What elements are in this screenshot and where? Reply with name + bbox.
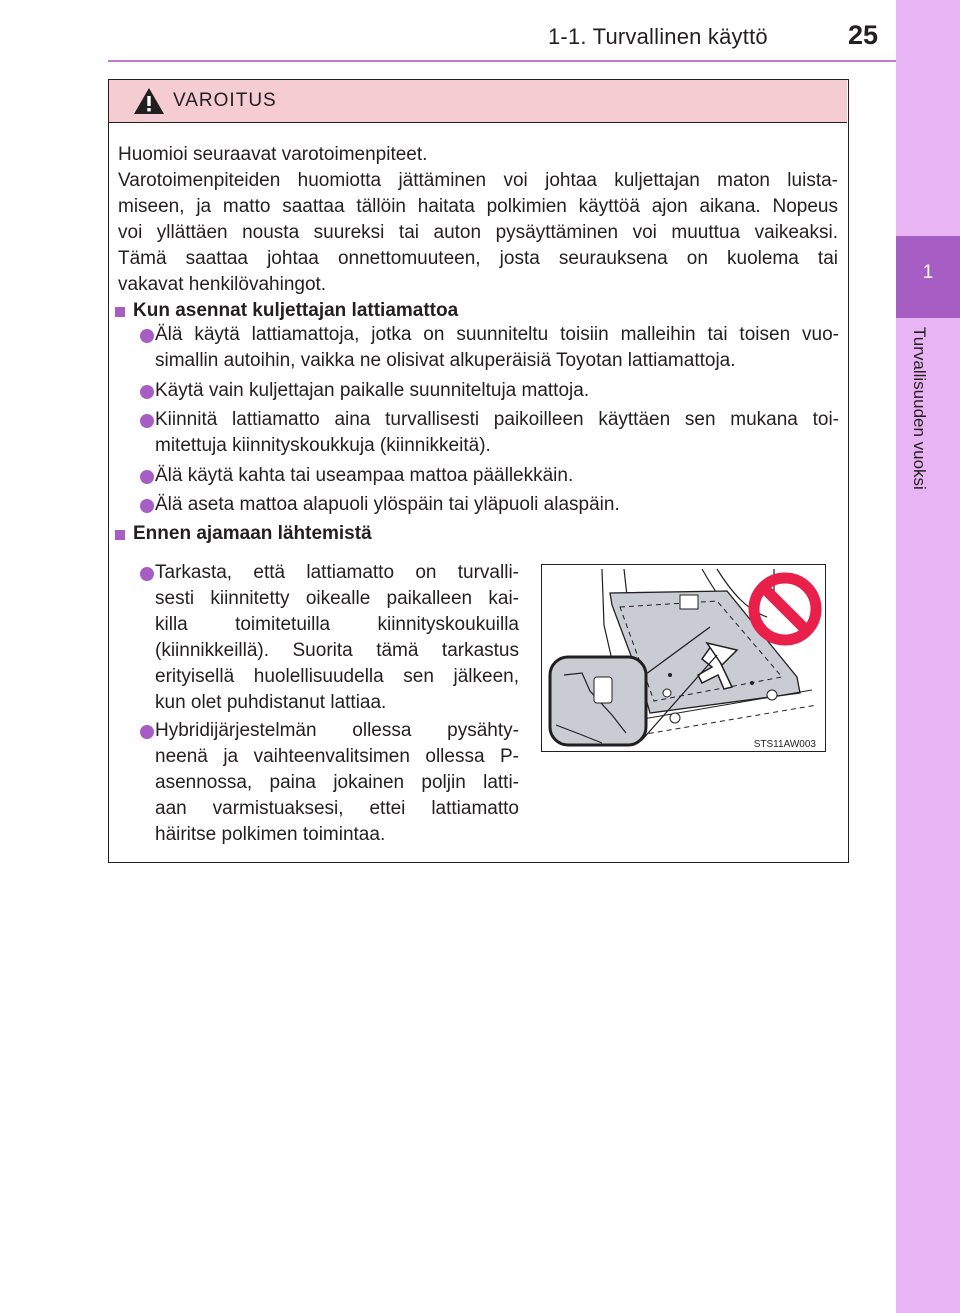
chapter-number: 1: [922, 262, 934, 283]
prohibition-slash: [764, 588, 806, 630]
inset-pedal-shape: [594, 677, 612, 703]
bullet-dot-icon: [140, 385, 154, 399]
bullet-line: Hybridijärjestelmän ollessa pysähty-: [155, 720, 519, 741]
figure-code: STS11AW003: [753, 739, 816, 750]
bullet-line: Älä aseta mattoa alapuoli ylöspäin tai yläpuoli alaspäin.: [155, 494, 620, 515]
bullet-dot-icon: [140, 567, 154, 581]
intro-line: miseen, ja matto saattaa tällöin haitata polkimien käyttöä ajon aikana. Nopeus: [118, 196, 838, 217]
bullet-dot-icon: [140, 329, 154, 343]
section-title: 1-1. Turvallinen käyttö: [548, 24, 768, 49]
bullet-line: (kiinnikkeillä). Suorita tämä tarkastus: [155, 640, 519, 661]
bullet-line: Tarkasta, että lattiamatto on turvalli-: [155, 562, 519, 583]
mat-hook-icon: [767, 690, 777, 700]
bullet-line: aan varmistuaksesi, ettei lattiamatto: [155, 798, 519, 819]
mat-hook-icon: [670, 713, 680, 723]
bullet-line: asennossa, paina jokainen poljin latti-: [155, 772, 519, 793]
chapter-label: Turvallisuuden vuoksi: [910, 327, 929, 490]
section-marker-icon: [115, 530, 125, 540]
mat-rivet-icon: [750, 681, 754, 685]
bullet-dot-icon: [140, 499, 154, 513]
bullet-line: Älä käytä lattiamattoja, jotka on suunniteltu toisiin malleihin tai toisen vuo-: [155, 324, 839, 345]
header-divider: [108, 60, 896, 62]
section-marker-icon: [115, 307, 125, 317]
bullet-line: simallin autoihin, vaikka ne olisivat alkuperäisiä Toyotan lattiamattoja.: [155, 350, 736, 371]
bullet-line: sesti kiinnitetty oikealle paikalleen kai-: [155, 588, 519, 609]
bullet-line: Kiinnitä lattiamatto aina turvallisesti paikoilleen käyttäen sen mukana toi-: [155, 409, 839, 430]
warning-title: VAROITUS: [173, 90, 277, 111]
bullet-line: mitettuja kiinnityskoukkuja (kiinnikkeitä).: [155, 435, 491, 456]
bullet-line: erityisellä huolellisuudella sen jälkeen,: [155, 666, 519, 687]
bullet-line: Älä käytä kahta tai useampaa mattoa päällekkäin.: [155, 465, 574, 486]
intro-line: Varotoimenpiteiden huomiotta jättäminen voi johtaa kuljettajan maton luista-: [118, 170, 838, 191]
bullet-dot-icon: [140, 725, 154, 739]
bullet-dot-icon: [140, 470, 154, 484]
bullet-line: häiritse polkimen toimintaa.: [155, 824, 386, 845]
mat-hook-icon: [663, 689, 671, 697]
warning-header: [109, 80, 847, 123]
section-heading: Ennen ajamaan lähtemistä: [133, 523, 372, 544]
bullet-dot-icon: [140, 414, 154, 428]
bullet-line: neenä ja vaihteenvalitsimen ollessa P-: [155, 746, 519, 767]
chapter-side-tab: [896, 0, 960, 1313]
bullet-line: Käytä vain kuljettajan paikalle suunniteltuja mattoja.: [155, 380, 590, 401]
page-number: 25: [848, 20, 879, 50]
intro-line: Tämä saattaa johtaa onnettomuuteen, josta seurauksena on kuolema tai: [118, 248, 838, 269]
mat-rivet-icon: [668, 673, 672, 677]
floor-mat-illustration: [541, 564, 826, 752]
floor-mat-drawing: [542, 565, 827, 753]
bullet-line: killa toimitetuilla kiinnityskoukuilla: [155, 614, 519, 635]
bullet-line: kun olet puhdistanut lattiaa.: [155, 692, 387, 713]
car-pillar-line: [602, 569, 612, 660]
section-heading: Kun asennat kuljettajan lattiamattoa: [133, 300, 459, 321]
intro-line: Huomioi seuraavat varotoimenpiteet.: [118, 144, 428, 165]
intro-line: voi yllättäen nousta suureksi tai auton pysäyttäminen voi muuttua vaikeaksi.: [118, 222, 838, 243]
pedal-shape: [680, 595, 698, 609]
intro-line: vakavat henkilövahingot.: [118, 274, 327, 295]
warning-triangle-icon: [133, 87, 165, 115]
